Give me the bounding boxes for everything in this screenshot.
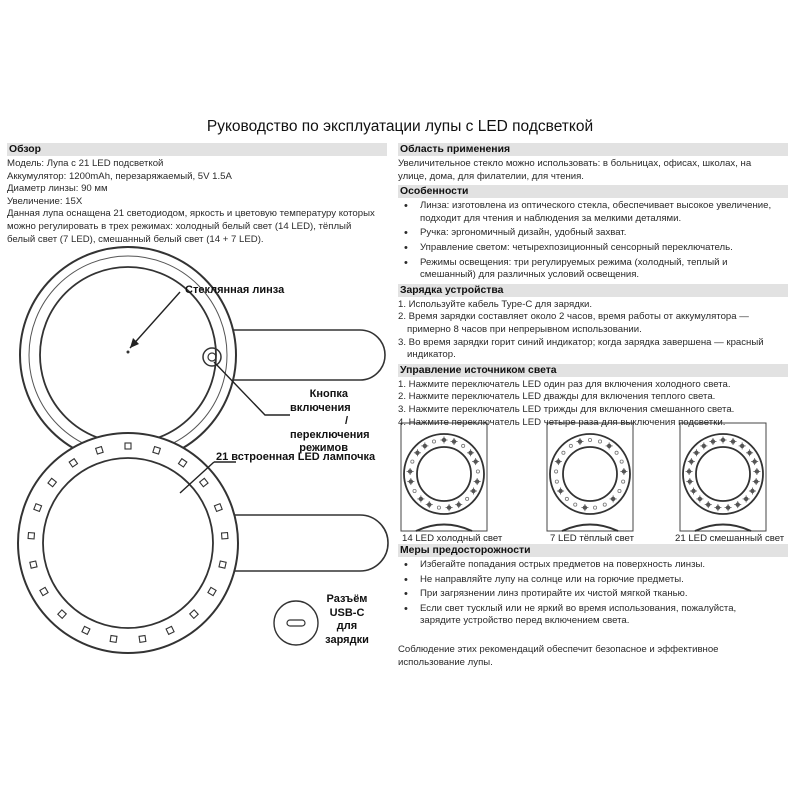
mode-caption-mixed: 21 LED смешанный свет [675,533,785,544]
features-heading: Особенности [398,185,788,198]
usb-label-line: для [336,620,358,632]
power-button-label-line: режимов [299,442,348,454]
mode-caption-warm: 7 LED тёплый свет [550,533,634,544]
power-button-label-line: Кнопка [309,388,348,400]
precaution-line: зарядите устройство перед включением света. [420,615,630,627]
light-control-line: 2. Нажмите переключатель LED дважды для включения теплого света. [398,391,716,403]
overview-line: Данная лупа оснащена 21 светодиодом, яркость и цветовую температуру которых [7,208,375,220]
light-control-line: 4. Нажмите переключатель LED четыре раза для выключения подсветки. [398,416,726,428]
lens-center-dot [127,351,130,354]
overview-line: Диаметр линзы: 90 мм [7,183,108,195]
precaution-line: • Не направляйте лупу на солнце или на горючие предметы. [420,573,684,585]
scope-line: улице, дома, для филателии, для чтения. [398,170,584,182]
scope-line: Увеличительное стекло можно использовать: в больницах, офисах, школах, на [398,158,752,169]
closing-note [398,644,788,669]
light-control-heading: Управление источником света [398,364,788,377]
usb-label [322,593,372,647]
charging-line: 2. Время зарядки составляет около 2 часов, время работы от аккумулятора — [398,311,749,323]
precautions-heading: Меры предосторожности [398,544,788,557]
precaution-item [398,603,788,628]
closing-note-line: использование лупы. [398,656,493,668]
outer-ring [18,433,238,653]
scope-heading: Область применения [398,143,788,156]
feature-line: • Управление светом: четырехпозиционный сенсорный переключатель. [420,241,733,253]
light-control-line: 1. Нажмите переключатель LED один раз для включения холодного света. [398,378,731,390]
feature-item [398,200,788,225]
mode-caption-cold: 14 LED холодный свет [402,533,503,544]
precaution-item [398,559,788,572]
power-button-label-line: включения / [290,401,351,427]
usb-label-line: USB-C [329,606,365,619]
glass-lens-label: Стеклянная линза [185,284,285,296]
charging-line: 1. Используйте кабель Type-C для зарядки. [398,298,593,310]
light-control-line: 3. Нажмите переключатель LED трижды для включения смешанного света. [398,403,735,415]
power-button-label-line: переключения [290,428,370,441]
feature-line: • Линза: изготовлена из оптического стекла, обеспечивает высокое увеличение, [420,200,772,212]
usb-callout-circle [274,601,318,645]
charging-line: примерно 8 часов при непрерывном использовании. [407,323,642,335]
feature-line: смешанный) для различных условий освещения. [420,269,640,281]
charging-line: индикатор. [407,349,456,361]
overview-line: Увеличение: 15X [7,195,83,207]
usb-label-line: зарядки [325,633,369,646]
precaution-line: • Если свет тусклый или не яркий во время использования, пожалуйста, [420,602,737,614]
overview-line: Аккумулятор: 1200mAh, перезаряжаемый, 5V 1.5A [7,170,232,182]
usb-label-line: Разъём [326,593,368,605]
feature-line: подходит для чтения и наблюдения за мелкими деталями. [420,212,682,224]
feature-line: • Режимы освещения: три регулируемых режима (холодный, теплый и [420,256,728,268]
leds-label: 21 встроенная LED лампочка [216,451,376,463]
closing-note-line: Соблюдение этих рекомендаций обеспечит безопасное и эффективное [398,644,719,656]
charging-heading: Зарядка устройства [398,284,788,297]
feature-item [398,227,788,240]
overview-line: белый свет (7 LED), смешанный белый свет (14 + 7 LED). [7,233,264,245]
feature-line: • Ручка: эргономичный дизайн, удобный захват. [420,227,627,239]
overview-heading: Обзор [7,143,387,156]
mode-illustrations-spacer [398,429,788,542]
overview-line: Модель: Лупа с 21 LED подсветкой [7,158,164,169]
right-column [398,141,788,669]
overview-line: можно регулировать в трех режимах: холодный белый свет (14 LED), тёплый [7,220,352,232]
power-button-label [290,388,370,456]
page-title: Руководство по эксплуатации лупы с LED подсветкой [206,118,594,135]
precaution-item [398,574,788,587]
precaution-line: • Избегайте попадания острых предметов на поверхность линзы. [420,559,706,571]
precaution-line: • При загрязнении линз протирайте их чистой мягкой тканью. [420,588,688,600]
feature-item [398,242,788,255]
feature-item [398,257,788,282]
charging-line: 3. Во время зарядки горит синий индикатор; когда зарядка завершена — красный [398,336,764,348]
precaution-item [398,588,788,601]
